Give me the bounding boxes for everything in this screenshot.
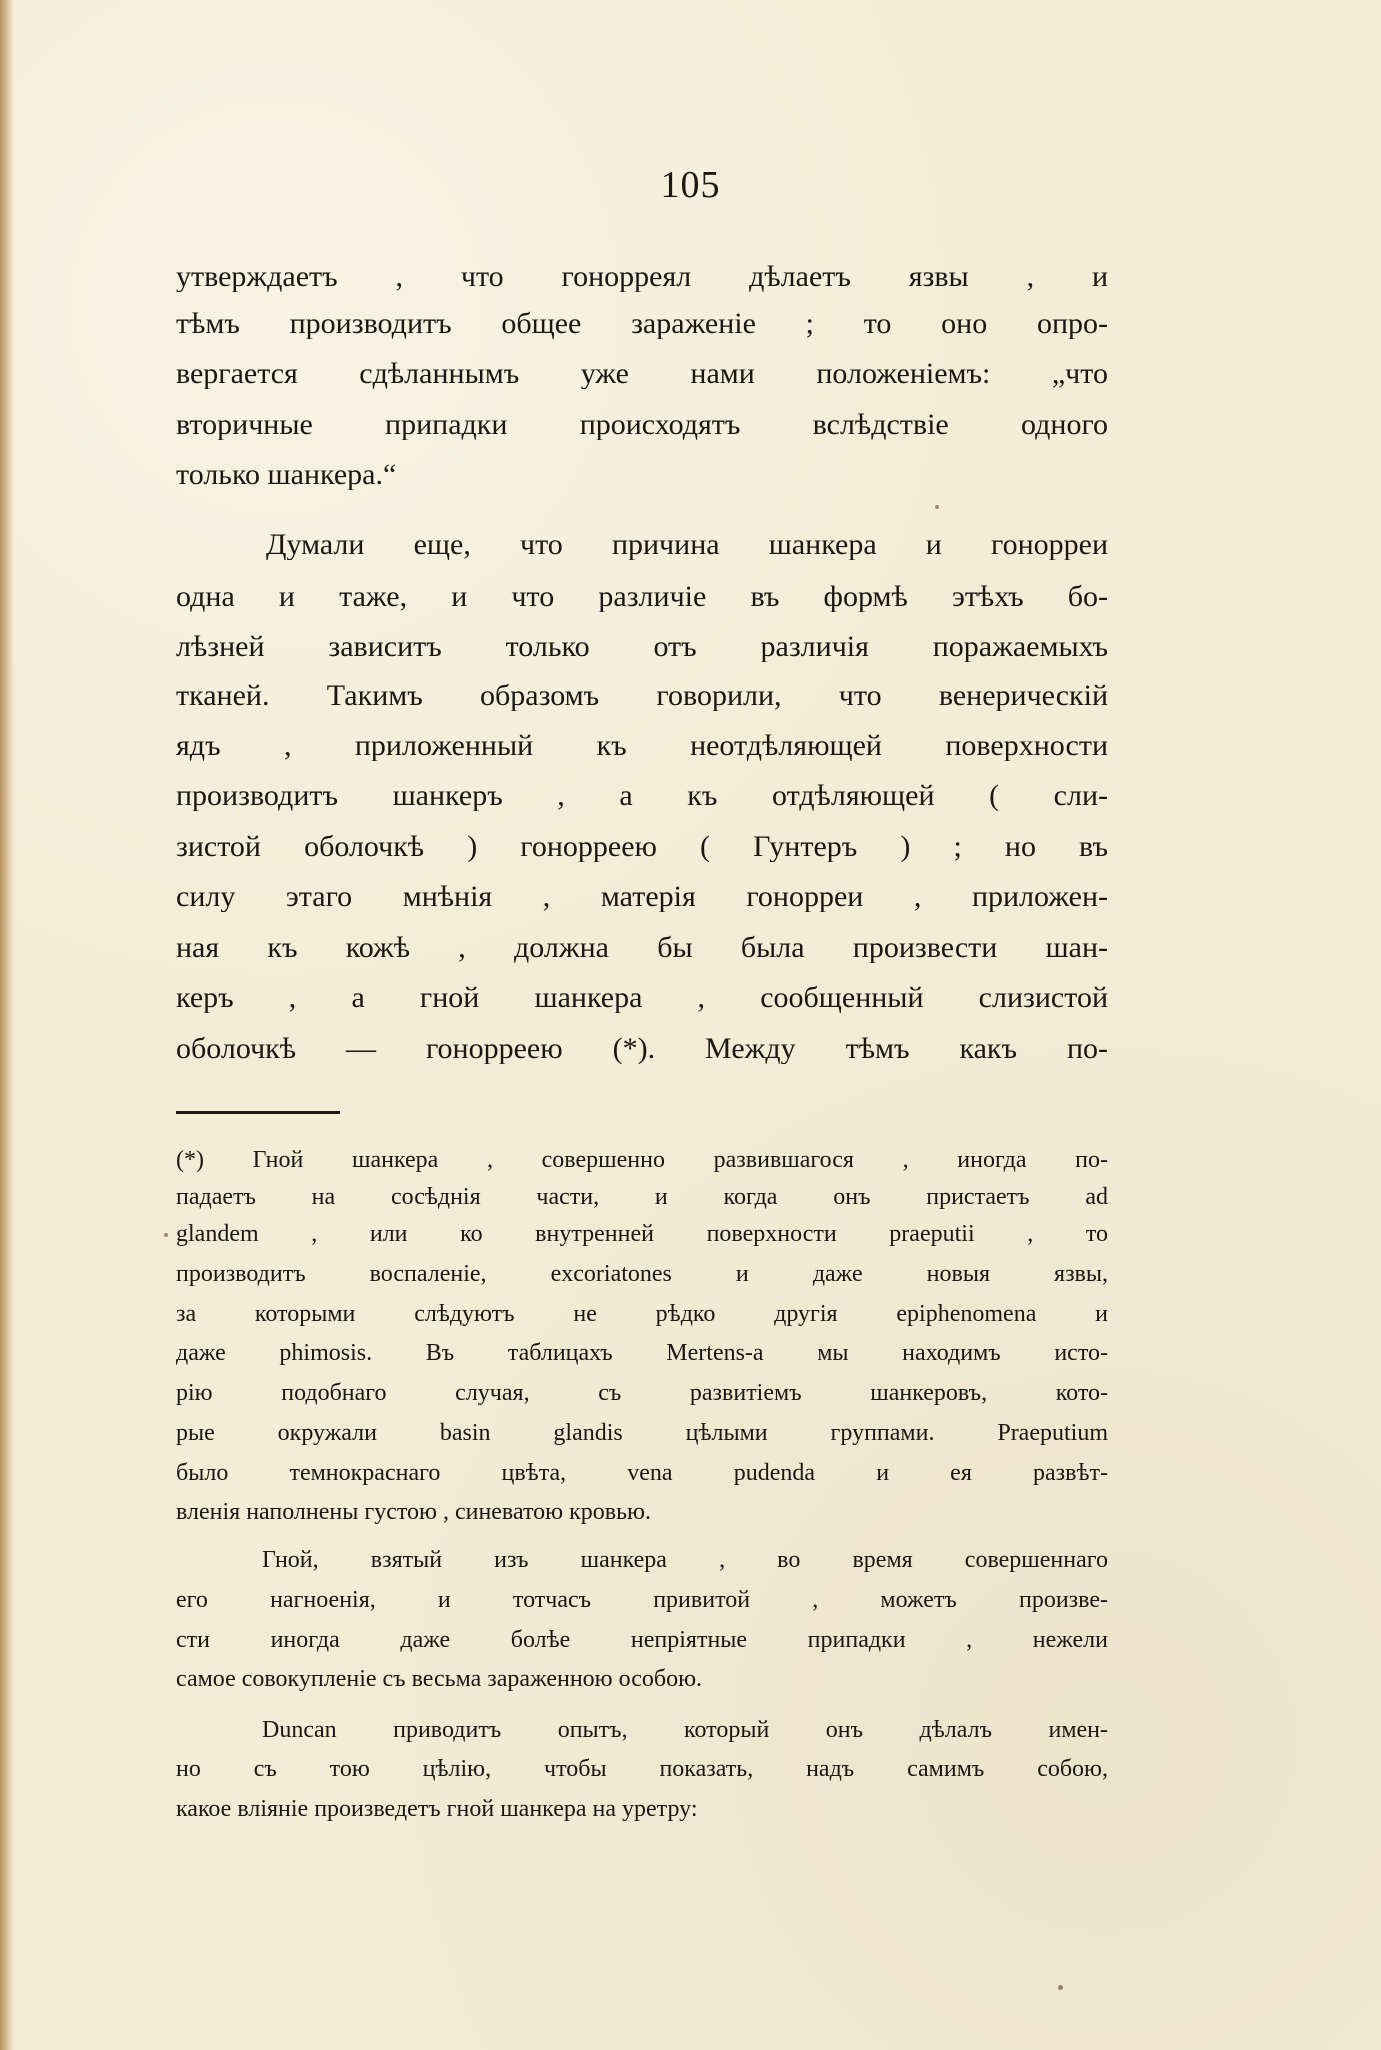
footnote-line: но съ тою цѣлію, чтобы показать, надъ самимъ собою, [176, 1757, 1108, 1781]
footnote-rule [176, 1111, 340, 1114]
main-text-line: ядъ , приложенный къ неотдѣляющей поверхности [176, 731, 1108, 761]
page-edge-shadow [0, 0, 14, 2050]
main-text-line: лѣзней зависитъ только отъ различія поражаемыхъ [176, 632, 1108, 662]
footnote-line: производитъ воспаленіе, excoriatones и даже новыя язвы, [176, 1262, 1108, 1286]
footnote-line: за которыми слѣдуютъ не рѣдко другія epiphenomena и [176, 1302, 1108, 1326]
footnote-line: падаетъ на сосѣднія части, и когда онъ пристаетъ ad [176, 1185, 1108, 1209]
paper-speck [935, 505, 939, 509]
main-text-line: утверждаетъ , что гонорреял дѣлаетъ язвы , и [176, 262, 1108, 292]
main-text-line: керъ , а гной шанкера , сообщенный слизистой [176, 983, 1108, 1013]
main-text-line: вергается сдѣланнымъ уже нами положеніемъ: „что [176, 359, 1108, 389]
main-text-line: одна и таже, и что различіе въ формѣ этѣхъ бо- [176, 582, 1108, 612]
main-text-line: Думали еще, что причина шанкера и гонорреи [266, 530, 1108, 560]
main-text-line: вторичные припадки происходятъ вслѣдствіе одного [176, 410, 1108, 440]
main-text-line: зистой оболочкѣ ) гонорреею ( Гунтеръ ) ; но въ [176, 832, 1108, 862]
footnote-line: какое вліяніе произведетъ гной шанкера на уретру: [176, 1797, 698, 1821]
footnote-line: рію подобнаго случая, съ развитіемъ шанкеровъ, кото- [176, 1381, 1108, 1405]
footnote-line: Duncan приводитъ опытъ, который онъ дѣлалъ имен- [262, 1718, 1108, 1742]
footnote-line: самое совокупленіе съ весьма зараженною особою. [176, 1667, 702, 1691]
footnote-line: даже phimosis. Въ таблицахъ Mertens-а мы находимъ исто- [176, 1341, 1108, 1365]
main-text-line: только шанкера.“ [176, 460, 397, 490]
page-number: 105 [660, 164, 721, 206]
main-text-line: тѣмъ производитъ общее зараженіе ; то оно опро- [176, 309, 1108, 339]
main-text-line: тканей. Такимъ образомъ говорили, что венерическій [176, 681, 1108, 711]
paper-speck [164, 1233, 168, 1237]
footnote-line: рые окружали basin glandis цѣлыми группами. Praeputium [176, 1421, 1108, 1445]
footnote-line: было темнокраснаго цвѣта, vena pudenda и ея развѣт- [176, 1461, 1108, 1485]
footnote-line: (*) Гной шанкера , совершенно развившагося , иногда по- [176, 1148, 1108, 1172]
main-text-line: производитъ шанкеръ , а къ отдѣляющей ( сли- [176, 781, 1108, 811]
footnote-line: glandem , или ко внутренней поверхности praeputii , то [176, 1222, 1108, 1246]
footnote-line: его нагноенія, и тотчасъ привитой , можетъ произве- [176, 1588, 1108, 1612]
main-text-line: силу этаго мнѣнія , матерія гонорреи , приложен- [176, 882, 1108, 912]
main-text-line: ная къ кожѣ , должна бы была произвести шан- [176, 933, 1108, 963]
footnote-line: Гной, взятый изъ шанкера , во время совершеннаго [262, 1548, 1108, 1572]
main-text-line: оболочкѣ — гонорреею (*). Между тѣмъ какъ по- [176, 1034, 1108, 1064]
paper-speck [1058, 1985, 1063, 1990]
footnote-line: сти иногда даже болѣе непріятные припадки , нежели [176, 1628, 1108, 1652]
footnote-line: вленія наполнены густою , синеватою кровью. [176, 1500, 651, 1524]
